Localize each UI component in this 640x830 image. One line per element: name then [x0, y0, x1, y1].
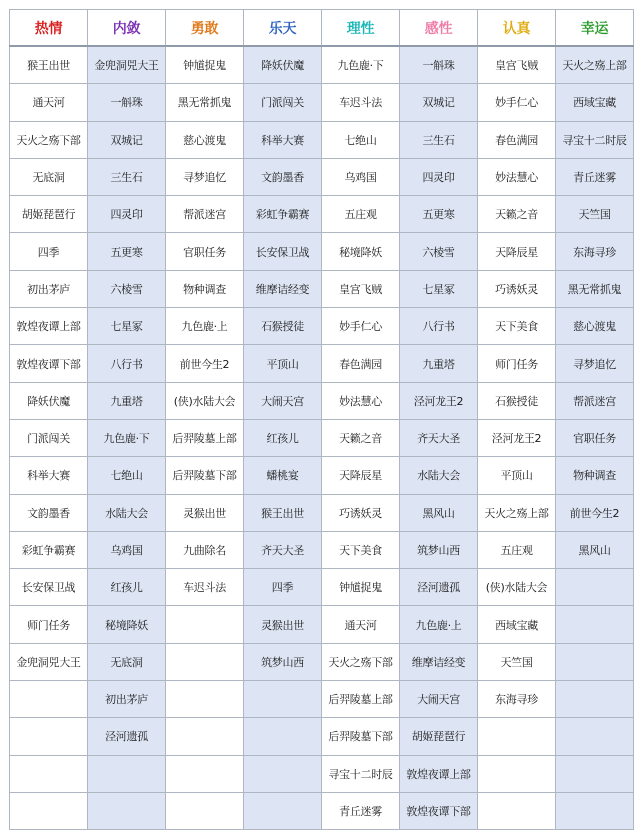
- table-cell: 后羿陵墓上部: [166, 419, 244, 456]
- table-cell: 无底洞: [88, 643, 166, 680]
- table-cell: 天降辰星: [322, 457, 400, 494]
- empty-cell: [166, 755, 244, 792]
- table-cell: 敦煌夜谭下部: [400, 792, 478, 829]
- table-cell: 五庄观: [478, 531, 556, 568]
- table-cell: 四季: [244, 569, 322, 606]
- table-cell: 春色满园: [478, 121, 556, 158]
- table-cell: 官职任务: [166, 233, 244, 270]
- table-cell: 天火之殇下部: [322, 643, 400, 680]
- empty-cell: [556, 718, 634, 755]
- empty-cell: [556, 755, 634, 792]
- table-cell: 猴王出世: [244, 494, 322, 531]
- table-cell: 九色鹿·下: [322, 46, 400, 84]
- table-cell: 齐天大圣: [244, 531, 322, 568]
- empty-cell: [478, 718, 556, 755]
- table-cell: 大闹天宫: [244, 382, 322, 419]
- table-cell: 四灵印: [400, 158, 478, 195]
- table-cell: 寻宝十二时辰: [322, 755, 400, 792]
- table-cell: 平顶山: [478, 457, 556, 494]
- column-header: 感性: [400, 10, 478, 47]
- table-cell: 大闹天宫: [400, 681, 478, 718]
- table-cell: 巧诱妖灵: [322, 494, 400, 531]
- table-row: [10, 494, 634, 531]
- table-cell: 科举大赛: [10, 457, 88, 494]
- table-row: [10, 643, 634, 680]
- table-cell: 天火之殇下部: [10, 121, 88, 158]
- empty-cell: [166, 718, 244, 755]
- table-cell: 长安保卫战: [244, 233, 322, 270]
- table-cell: 一斛珠: [88, 84, 166, 121]
- table-cell: 东海寻珍: [478, 681, 556, 718]
- table-cell: 六棱雪: [400, 233, 478, 270]
- table-row: [10, 345, 634, 382]
- table-cell: 后羿陵墓下部: [322, 718, 400, 755]
- table-cell: 维摩诘经变: [244, 270, 322, 307]
- table-row: [10, 606, 634, 643]
- table-cell: 皇宫飞贼: [322, 270, 400, 307]
- table-row: [10, 158, 634, 195]
- column-header: 幸运: [556, 10, 634, 47]
- table-cell: 五更寒: [88, 233, 166, 270]
- table-cell: 七星冢: [88, 308, 166, 345]
- table-cell: 五更寒: [400, 196, 478, 233]
- table-cell: 帮派迷宫: [556, 382, 634, 419]
- empty-cell: [10, 755, 88, 792]
- table-cell: 春色满园: [322, 345, 400, 382]
- table-cell: 平顶山: [244, 345, 322, 382]
- empty-cell: [10, 718, 88, 755]
- table-cell: 双城记: [400, 84, 478, 121]
- column-header: 乐天: [244, 10, 322, 47]
- empty-cell: [10, 681, 88, 718]
- table-cell: 九曲除名: [166, 531, 244, 568]
- empty-cell: [556, 606, 634, 643]
- table-cell: 前世今生2: [166, 345, 244, 382]
- table-container: [9, 9, 634, 830]
- table-cell: 东海寻珍: [556, 233, 634, 270]
- table-cell: 敦煌夜谭上部: [10, 308, 88, 345]
- table-cell: 帮派迷宫: [166, 196, 244, 233]
- table-cell: 红孩儿: [244, 419, 322, 456]
- table-cell: 文韵墨香: [10, 494, 88, 531]
- table-cell: 妙法慧心: [322, 382, 400, 419]
- empty-cell: [556, 569, 634, 606]
- table-cell: 秘境降妖: [322, 233, 400, 270]
- table-cell: 初出茅庐: [88, 681, 166, 718]
- column-header: 理性: [322, 10, 400, 47]
- table-cell: 钟馗捉鬼: [322, 569, 400, 606]
- table-cell: 前世今生2: [556, 494, 634, 531]
- table-cell: 四灵印: [88, 196, 166, 233]
- table-cell: 水陆大会: [88, 494, 166, 531]
- table-cell: 降妖伏魔: [244, 46, 322, 84]
- table-cell: 一斛珠: [400, 46, 478, 84]
- table-cell: 灵猴出世: [166, 494, 244, 531]
- table-cell: 胡姬琵琶行: [10, 196, 88, 233]
- table-cell: 七绝山: [88, 457, 166, 494]
- empty-cell: [166, 643, 244, 680]
- table-cell: 八行书: [88, 345, 166, 382]
- table-cell: 后羿陵墓上部: [322, 681, 400, 718]
- table-cell: 初出茅庐: [10, 270, 88, 307]
- table-row: [10, 569, 634, 606]
- table-cell: 金兜洞兕大王: [88, 46, 166, 84]
- table-cell: 三生石: [88, 158, 166, 195]
- table-cell: 胡姬琵琶行: [400, 718, 478, 755]
- table-cell: 三生石: [400, 121, 478, 158]
- table-row: [10, 531, 634, 568]
- table-cell: 物种调查: [556, 457, 634, 494]
- empty-cell: [556, 681, 634, 718]
- table-cell: (侠)水陆大会: [478, 569, 556, 606]
- empty-cell: [556, 643, 634, 680]
- table-cell: 门派闯关: [10, 419, 88, 456]
- table-cell: 巧诱妖灵: [478, 270, 556, 307]
- table-cell: 通天河: [10, 84, 88, 121]
- table-cell: 门派闯关: [244, 84, 322, 121]
- empty-cell: [244, 681, 322, 718]
- table-cell: 物种调查: [166, 270, 244, 307]
- table-cell: 西域宝藏: [478, 606, 556, 643]
- table-cell: 钟馗捉鬼: [166, 46, 244, 84]
- table-cell: 慈心渡鬼: [556, 308, 634, 345]
- empty-cell: [88, 792, 166, 829]
- table-cell: 五庄观: [322, 196, 400, 233]
- table-cell: 双城记: [88, 121, 166, 158]
- table-row: [10, 270, 634, 307]
- table-row: [10, 308, 634, 345]
- table-cell: 蟠桃宴: [244, 457, 322, 494]
- personality-task-table: [9, 9, 634, 830]
- table-cell: 青丘迷雾: [322, 792, 400, 829]
- column-header: 热情: [10, 10, 88, 47]
- empty-cell: [478, 792, 556, 829]
- empty-cell: [166, 606, 244, 643]
- table-cell: 灵猴出世: [244, 606, 322, 643]
- table-cell: 敦煌夜谭下部: [10, 345, 88, 382]
- table-cell: 泾河遗孤: [400, 569, 478, 606]
- table-cell: 妙手仁心: [478, 84, 556, 121]
- table-row: [10, 681, 634, 718]
- table-cell: 天火之殇上部: [478, 494, 556, 531]
- table-cell: 文韵墨香: [244, 158, 322, 195]
- table-row: [10, 792, 634, 829]
- table-cell: 彩虹争霸赛: [244, 196, 322, 233]
- empty-cell: [478, 755, 556, 792]
- table-cell: 天竺国: [478, 643, 556, 680]
- table-cell: 敦煌夜谭上部: [400, 755, 478, 792]
- table-row: [10, 196, 634, 233]
- table-header-row: [10, 10, 634, 47]
- table-row: [10, 419, 634, 456]
- table-row: [10, 382, 634, 419]
- table-cell: 寻梦追忆: [556, 345, 634, 382]
- table-cell: 九色鹿·上: [166, 308, 244, 345]
- table-cell: 天下美食: [478, 308, 556, 345]
- table-cell: 黑风山: [556, 531, 634, 568]
- table-cell: 九重塔: [88, 382, 166, 419]
- empty-cell: [244, 792, 322, 829]
- empty-cell: [166, 792, 244, 829]
- table-cell: 九色鹿·下: [88, 419, 166, 456]
- table-cell: 慈心渡鬼: [166, 121, 244, 158]
- table-cell: 乌鸡国: [322, 158, 400, 195]
- table-cell: 天籁之音: [478, 196, 556, 233]
- table-cell: 妙手仁心: [322, 308, 400, 345]
- table-row: [10, 755, 634, 792]
- table-cell: 后羿陵墓下部: [166, 457, 244, 494]
- table-cell: 车迟斗法: [322, 84, 400, 121]
- table-cell: 筑梦山西: [244, 643, 322, 680]
- table-cell: 石猴授徒: [478, 382, 556, 419]
- table-cell: 泾河龙王2: [478, 419, 556, 456]
- empty-cell: [244, 755, 322, 792]
- table-cell: 红孩儿: [88, 569, 166, 606]
- table-cell: 降妖伏魔: [10, 382, 88, 419]
- table-cell: 石猴授徒: [244, 308, 322, 345]
- table-cell: 长安保卫战: [10, 569, 88, 606]
- empty-cell: [166, 681, 244, 718]
- table-row: [10, 46, 634, 84]
- table-cell: 寻宝十二时辰: [556, 121, 634, 158]
- table-cell: 妙法慧心: [478, 158, 556, 195]
- table-cell: 师门任务: [478, 345, 556, 382]
- table-cell: 六棱雪: [88, 270, 166, 307]
- empty-cell: [88, 755, 166, 792]
- table-cell: 天降辰星: [478, 233, 556, 270]
- table-cell: 天下美食: [322, 531, 400, 568]
- table-cell: 八行书: [400, 308, 478, 345]
- table-cell: 寻梦追忆: [166, 158, 244, 195]
- table-row: [10, 84, 634, 121]
- empty-cell: [10, 792, 88, 829]
- table-cell: 乌鸡国: [88, 531, 166, 568]
- table-cell: 七星冢: [400, 270, 478, 307]
- column-header: 认真: [478, 10, 556, 47]
- table-cell: 天竺国: [556, 196, 634, 233]
- table-cell: 秘境降妖: [88, 606, 166, 643]
- table-cell: 筑梦山西: [400, 531, 478, 568]
- table-cell: 科举大赛: [244, 121, 322, 158]
- table-cell: 车迟斗法: [166, 569, 244, 606]
- empty-cell: [244, 718, 322, 755]
- table-row: [10, 718, 634, 755]
- table-body: [10, 46, 634, 830]
- table-cell: 青丘迷雾: [556, 158, 634, 195]
- table-cell: 天籁之音: [322, 419, 400, 456]
- table-cell: 九色鹿·上: [400, 606, 478, 643]
- table-cell: 西域宝藏: [556, 84, 634, 121]
- table-cell: 彩虹争霸赛: [10, 531, 88, 568]
- table-cell: 九重塔: [400, 345, 478, 382]
- table-cell: 无底洞: [10, 158, 88, 195]
- table-row: [10, 457, 634, 494]
- table-cell: (侠)水陆大会: [166, 382, 244, 419]
- table-cell: 皇宫飞贼: [478, 46, 556, 84]
- table-cell: 猴王出世: [10, 46, 88, 84]
- table-cell: 金兜洞兕大王: [10, 643, 88, 680]
- table-cell: 黑风山: [400, 494, 478, 531]
- table-cell: 齐天大圣: [400, 419, 478, 456]
- column-header: 内敛: [88, 10, 166, 47]
- table-cell: 师门任务: [10, 606, 88, 643]
- table-cell: 七绝山: [322, 121, 400, 158]
- table-cell: 天火之殇上部: [556, 46, 634, 84]
- table-cell: 官职任务: [556, 419, 634, 456]
- table-cell: 四季: [10, 233, 88, 270]
- table-cell: 黑无常抓鬼: [166, 84, 244, 121]
- table-cell: 通天河: [322, 606, 400, 643]
- table-cell: 泾河龙王2: [400, 382, 478, 419]
- empty-cell: [556, 792, 634, 829]
- table-row: [10, 233, 634, 270]
- table-cell: 黑无常抓鬼: [556, 270, 634, 307]
- column-header: 勇敢: [166, 10, 244, 47]
- table-row: [10, 121, 634, 158]
- table-cell: 泾河遗孤: [88, 718, 166, 755]
- table-cell: 水陆大会: [400, 457, 478, 494]
- table-cell: 维摩诘经变: [400, 643, 478, 680]
